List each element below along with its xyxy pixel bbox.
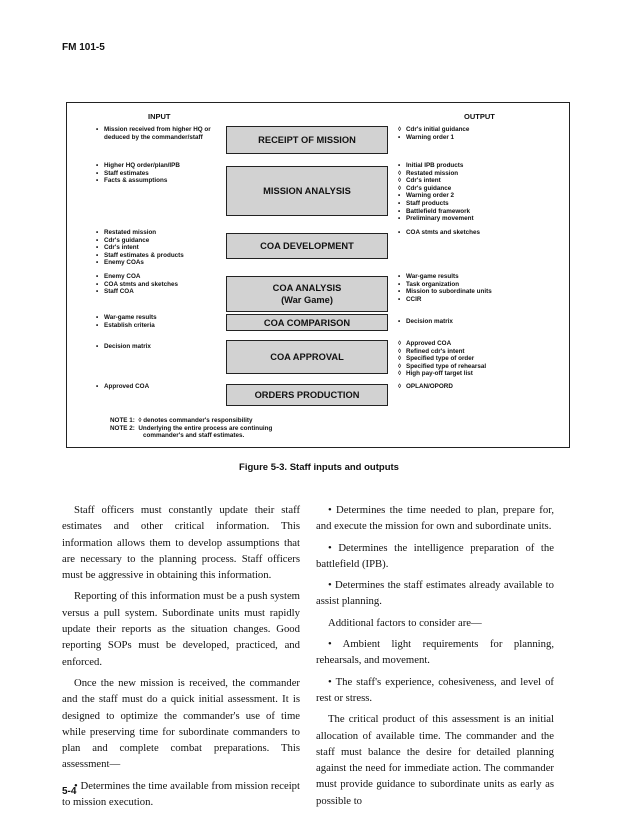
figure-notes [110, 417, 272, 440]
input-item [96, 288, 214, 296]
output-text: Specified type of rehearsal [406, 362, 487, 370]
input-item [96, 244, 214, 252]
body-paragraph: • The staff's experience, cohesiveness, and level of rest or stress. [316, 675, 554, 704]
bullet-icon: • [96, 236, 99, 244]
body-paragraph: • Determines the intelligence preparation of the battlefield (IPB). [316, 541, 554, 570]
bullet-icon: • [398, 229, 401, 236]
output-text: War-game results [406, 273, 459, 280]
output-item [398, 162, 558, 170]
process-step-box: COA APPROVAL [226, 340, 388, 374]
body-paragraph: • Determines the time needed to plan, prepare for, and execute the mission for own and subordinate units. [316, 504, 554, 533]
output-item [398, 177, 558, 185]
output-text: Cdr's initial guidance [406, 126, 470, 133]
input-text: Staff estimates [104, 169, 149, 177]
diamond-icon: ◊ [398, 383, 402, 390]
output-list [398, 273, 558, 303]
output-item [398, 200, 558, 208]
output-text: Cdr's guidance [406, 184, 452, 192]
input-list [96, 162, 214, 185]
diamond-icon: ◊ [398, 177, 402, 185]
output-item [398, 318, 558, 326]
output-text: Initial IPB products [406, 162, 464, 169]
input-text: Staff estimates & products [104, 251, 184, 259]
input-text: Higher HQ order/plan/IPB [104, 162, 180, 169]
output-item [398, 348, 558, 356]
bullet-icon: • [96, 343, 99, 350]
output-text: Warning order 1 [406, 133, 455, 141]
bullet-icon: • [398, 215, 401, 223]
note2-label: NOTE 2: [110, 424, 135, 432]
bullet-icon: • [398, 280, 401, 288]
output-text: Cdr's intent [406, 177, 441, 185]
input-text: Decision matrix [104, 343, 151, 350]
process-step-box: MISSION ANALYSIS [226, 166, 388, 216]
input-heading: INPUT [148, 112, 171, 121]
output-text: Mission to subordinate units [406, 288, 492, 296]
output-list [398, 318, 558, 326]
bullet-icon: • [96, 162, 99, 169]
bullet-icon: • [96, 259, 99, 267]
output-item [398, 192, 558, 200]
bullet-icon: • [398, 207, 401, 215]
bullet-icon: • [96, 251, 99, 259]
input-text: Staff COA [104, 288, 134, 296]
output-text: OPLAN/OPORD [406, 383, 453, 390]
output-text: Specified type of order [406, 355, 475, 363]
output-item [398, 170, 558, 178]
output-text: Approved COA [406, 340, 452, 347]
figure-caption: Figure 5-3. Staff inputs and outputs [239, 462, 399, 473]
output-item [398, 215, 558, 223]
input-list [96, 273, 214, 296]
input-item [96, 252, 214, 260]
input-text: Enemy COAs [104, 259, 144, 267]
input-text: COA stmts and sketches [104, 280, 178, 288]
output-text: COA stmts and sketches [406, 229, 480, 236]
input-text: Approved COA [104, 383, 150, 390]
bullet-icon: • [398, 318, 401, 325]
bullet-icon: • [96, 280, 99, 288]
input-item [96, 229, 214, 237]
bullet-icon: • [398, 133, 401, 141]
input-text: Establish criteria [104, 321, 155, 329]
left-text-column [62, 502, 300, 815]
input-text: Restated mission [104, 229, 157, 236]
bullet-icon: • [398, 192, 401, 200]
input-text: Enemy COA [104, 273, 141, 280]
output-item [398, 281, 558, 289]
body-paragraph: Additional factors to consider are— [328, 616, 482, 629]
input-item [96, 162, 214, 170]
output-text: Decision matrix [406, 318, 453, 325]
output-list [398, 162, 558, 223]
input-item [96, 259, 214, 267]
right-text-column [316, 502, 554, 814]
input-text: War-game results [104, 314, 157, 321]
bullet-icon: • [96, 288, 99, 296]
output-item [398, 288, 558, 296]
note2-text: Underlying the entire process are continuing [138, 424, 273, 432]
bullet-icon: • [398, 288, 401, 296]
note1-text: ◊ denotes commander's responsibility [138, 417, 253, 424]
output-item [398, 363, 558, 371]
output-text: Battlefield framework [406, 207, 471, 215]
output-text: Restated mission [406, 169, 459, 177]
input-item [96, 322, 214, 330]
diamond-icon: ◊ [398, 340, 402, 347]
diamond-icon: ◊ [398, 370, 402, 378]
body-paragraph: The critical product of this assessment is an initial allocation of available time. The commander and the staff must balance the desire for detailed planning against the need for immediate action. The commander must provide guidance to subordinate units as early as possible to [316, 713, 554, 807]
output-item [398, 185, 558, 193]
bullet-icon: • [96, 177, 99, 185]
output-text: Refined cdr's intent [406, 347, 465, 355]
bullet-icon: • [398, 162, 401, 169]
diamond-icon: ◊ [398, 362, 402, 370]
diamond-icon: ◊ [398, 184, 402, 192]
bullet-icon: • [398, 273, 401, 280]
input-text: Facts & assumptions [104, 177, 168, 185]
bullet-icon: • [96, 321, 99, 329]
output-item [398, 273, 558, 281]
output-text: Task organization [406, 280, 460, 288]
input-item [96, 177, 214, 185]
output-heading: OUTPUT [464, 112, 495, 121]
output-text: CCIR [406, 295, 422, 303]
process-step-box: COA COMPARISON [226, 314, 388, 331]
output-text: Warning order 2 [406, 192, 455, 200]
process-step-box: COA DEVELOPMENT [226, 233, 388, 259]
input-item [96, 383, 214, 391]
bullet-icon: • [398, 199, 401, 207]
output-item [398, 126, 558, 134]
input-item [96, 170, 214, 178]
bullet-icon: • [96, 126, 99, 133]
process-step-box: COA ANALYSIS (War Game) [226, 276, 388, 312]
input-list [96, 383, 214, 391]
output-text: Staff products [406, 199, 449, 207]
output-item [398, 340, 558, 348]
body-paragraph: • Determines the time available from mission receipt to mission execution. [62, 779, 300, 809]
input-text: Cdr's intent [104, 244, 139, 252]
body-paragraph: Reporting of this information must be a push system versus a pull system. Subordinate units must rapidly update their reports as the situation changes. Good reporting SOPs must be developed, practiced, and enforced. [62, 590, 300, 668]
output-item [398, 229, 558, 237]
bullet-icon: • [96, 383, 99, 390]
diamond-icon: ◊ [398, 347, 402, 355]
bullet-icon: • [96, 273, 99, 280]
process-step-box: ORDERS PRODUCTION [226, 384, 388, 406]
output-text: High pay-off target list [406, 370, 473, 378]
manual-header: FM 101-5 [62, 42, 105, 53]
output-list [398, 340, 558, 378]
bullet-icon: • [96, 229, 99, 236]
body-paragraph: • Ambient light requirements for planning, rehearsals, and movement. [316, 638, 554, 667]
bullet-icon: • [96, 169, 99, 177]
note1-label: NOTE 1: [110, 417, 135, 424]
body-paragraph: • Determines the staff estimates already available to assist planning. [316, 579, 554, 608]
output-text: Preliminary movement [406, 215, 474, 223]
input-list [96, 126, 214, 141]
bullet-icon: • [96, 244, 99, 252]
diamond-icon: ◊ [398, 126, 402, 133]
body-paragraph: Staff officers must constantly update their staff estimates and other critical information. This information allows them to develop assumptions that are necessary to the planning process. Staff officers must be aggressive in obtaining this information. [62, 504, 300, 582]
process-step-box: RECEIPT OF MISSION [226, 126, 388, 154]
output-item [398, 370, 558, 378]
input-item [96, 343, 214, 351]
diamond-icon: ◊ [398, 355, 402, 363]
diamond-icon: ◊ [398, 169, 402, 177]
input-item [96, 126, 214, 141]
input-item [96, 281, 214, 289]
input-item [96, 273, 214, 281]
input-text: Mission received from higher HQ or deduced by the commander/staff [104, 126, 211, 141]
input-list [96, 343, 214, 351]
input-item [96, 237, 214, 245]
output-list [398, 383, 558, 391]
output-item [398, 383, 558, 391]
page-number: 5-4 [62, 786, 77, 797]
input-list [96, 229, 214, 267]
bullet-icon: • [96, 314, 99, 321]
input-list [96, 314, 214, 329]
output-list [398, 126, 558, 141]
body-paragraph: Once the new mission is received, the commander and the staff must do a quick initial assessment. It is designed to optimize the commander's use of time while preserving time for subordinate commanders to plan and complete combat preparations. This assessment— [62, 676, 300, 771]
output-list [398, 229, 558, 237]
bullet-icon: • [398, 295, 401, 303]
output-item [398, 296, 558, 304]
input-text: Cdr's guidance [104, 236, 150, 244]
note2-text-cont: commander's and staff estimates. [143, 432, 245, 440]
output-item [398, 355, 558, 363]
input-item [96, 314, 214, 322]
output-item [398, 208, 558, 216]
output-item [398, 134, 558, 142]
